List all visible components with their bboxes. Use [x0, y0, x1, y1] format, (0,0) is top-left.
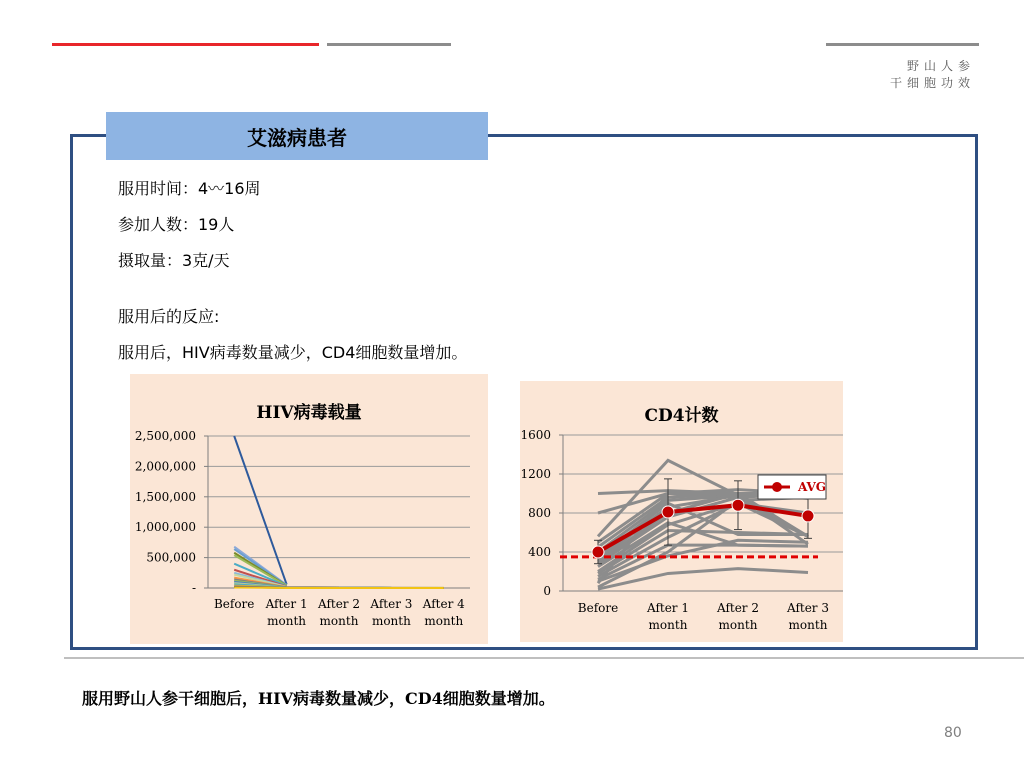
- hiv-x-tick-label: After 4 month: [422, 597, 465, 628]
- dosage-text: 摄取量：3克/天: [118, 251, 230, 270]
- cd4-x-tick-label: After 2 month: [716, 601, 760, 632]
- hiv-y-tick-label: 2,000,000: [134, 459, 196, 474]
- hiv-y-tick-label: 1,500,000: [134, 489, 196, 504]
- cd4-y-tick-label: 800: [528, 506, 551, 520]
- hiv-series-line: [234, 436, 286, 584]
- reaction-text: 服用后，HIV病毒数量减少，CD4细胞数量增加。: [118, 343, 468, 362]
- cd4-chart: [520, 381, 843, 642]
- header-title: [890, 58, 975, 92]
- section-title: 艾滋病患者: [106, 112, 488, 160]
- header-accent-line: [52, 43, 319, 46]
- hiv-y-tick-label: 2,500,000: [134, 429, 196, 443]
- participants-text: 参加人数：19人: [118, 215, 235, 234]
- cd4-legend-swatch-marker: [772, 482, 782, 492]
- cd4-y-tick-label: 400: [528, 545, 551, 559]
- hiv-chart-title: HIV病毒载量: [256, 403, 362, 423]
- hiv-y-tick-label: 1,000,000: [134, 520, 196, 535]
- reaction-heading: 服用后的反应:: [118, 307, 220, 326]
- header-gray-line-left: [327, 43, 451, 46]
- cd4-chart-title: CD4计数: [644, 406, 719, 426]
- hiv-chart-panel: [130, 374, 488, 644]
- header-title-line2: 干细胞功效: [889, 76, 975, 90]
- hiv-x-tick-label: After 1 month: [265, 597, 308, 628]
- cd4-y-tick-label: 1600: [520, 428, 551, 442]
- duration-text: 服用时间：4〰16周: [118, 179, 261, 198]
- cd4-avg-point: [802, 510, 814, 522]
- cd4-avg-point: [732, 499, 744, 511]
- hiv-y-tick-label: -: [191, 581, 196, 595]
- page-number: 80: [944, 725, 962, 741]
- hiv-x-tick-label: After 3 month: [370, 597, 413, 628]
- hiv-chart: [130, 374, 488, 644]
- hiv-y-tick-label: 500,000: [146, 550, 196, 565]
- cd4-avg-point: [592, 546, 604, 558]
- cd4-chart-panel: [520, 381, 843, 642]
- cd4-legend-label: AVG: [798, 480, 826, 494]
- conclusion-text: 服用野山人参干细胞后，HIV病毒数量减少，CD4细胞数量增加。: [82, 689, 555, 708]
- cd4-y-tick-label: 1200: [520, 467, 551, 481]
- cd4-x-tick-label: After 3 month: [786, 601, 830, 632]
- cd4-avg-point: [662, 506, 674, 518]
- cd4-y-tick-label: 0: [543, 584, 551, 598]
- hiv-x-tick-label: Before: [213, 597, 255, 611]
- header-title-line1: 野山人参: [906, 59, 975, 73]
- header-gray-line-right: [826, 43, 979, 46]
- bottom-divider: [64, 657, 1024, 659]
- cd4-x-tick-label: After 1 month: [646, 601, 690, 632]
- cd4-x-tick-label: Before: [577, 601, 619, 615]
- hiv-x-tick-label: After 2 month: [317, 597, 361, 628]
